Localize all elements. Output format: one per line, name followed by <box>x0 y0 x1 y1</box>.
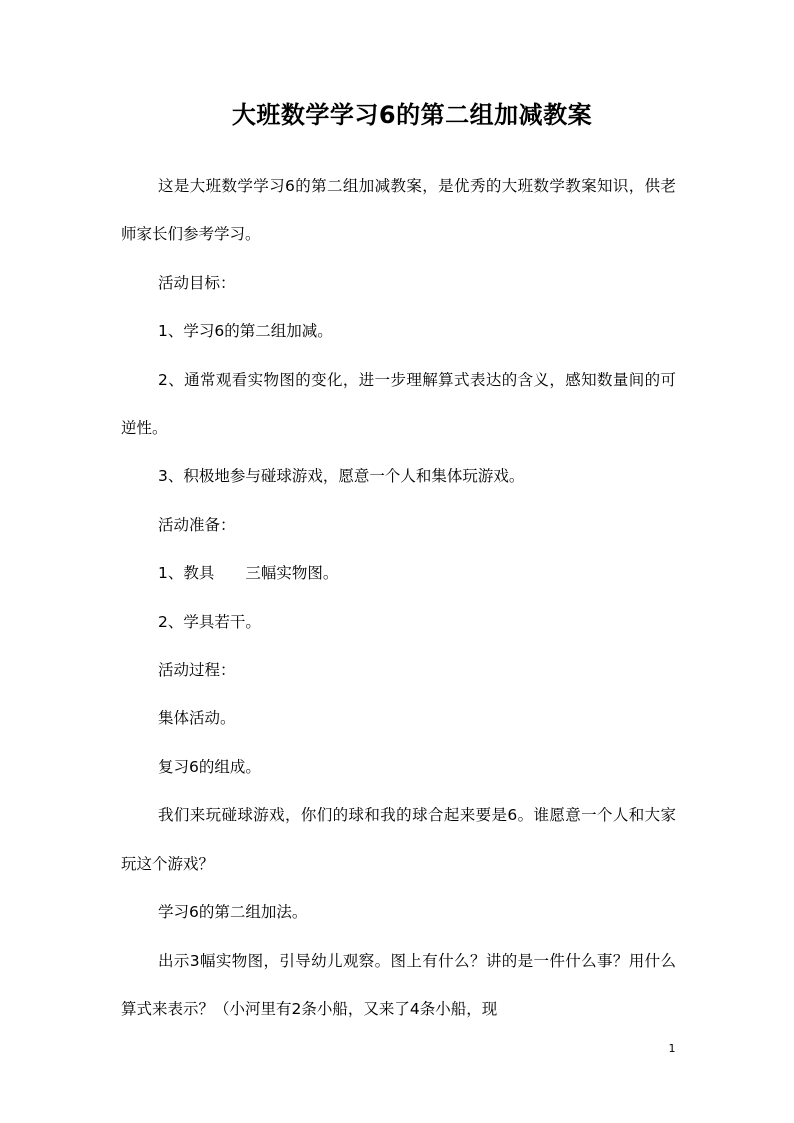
section-heading-process: 活动过程： <box>158 661 236 680</box>
section-heading-preparation: 活动准备： <box>158 515 236 534</box>
process-paragraph: 学习6的第二组加法。 <box>158 903 308 922</box>
process-paragraph: 我们来玩碰球游戏，你们的球和我的球合起来要是6。谁愿意一个人和大家玩这个游戏？ <box>121 806 676 873</box>
preparation-item: 1、教具 三幅实物图。 <box>158 564 339 583</box>
page-title: 大班数学学习6的第二组加减教案 <box>231 101 593 129</box>
document-body <box>121 162 676 1033</box>
section-heading-objectives: 活动目标： <box>158 273 236 292</box>
objective-item: 3、积极地参与碰球游戏，愿意一个人和集体玩游戏。 <box>158 467 525 486</box>
preparation-item: 2、学具若干。 <box>158 612 261 631</box>
intro-paragraph: 这是大班数学学习6的第二组加减教案，是优秀的大班数学教案知识，供老师家长们参考学习。 <box>121 177 676 244</box>
process-paragraph: 出示3幅实物图，引导幼儿观察。图上有什么？讲的是一件什么事？用什么算式来表示？（小河里有2条小船，又来了4条小船，现 <box>121 951 676 1018</box>
objective-item: 1、学习6的第二组加减。 <box>158 322 333 341</box>
process-paragraph: 集体活动。 <box>158 709 236 728</box>
page-number: 1 <box>668 1042 676 1055</box>
process-paragraph: 复习6的组成。 <box>158 757 261 776</box>
objective-item: 2、通常观看实物图的变化，进一步理解算式表达的含义，感知数量间的可逆性。 <box>121 370 676 438</box>
